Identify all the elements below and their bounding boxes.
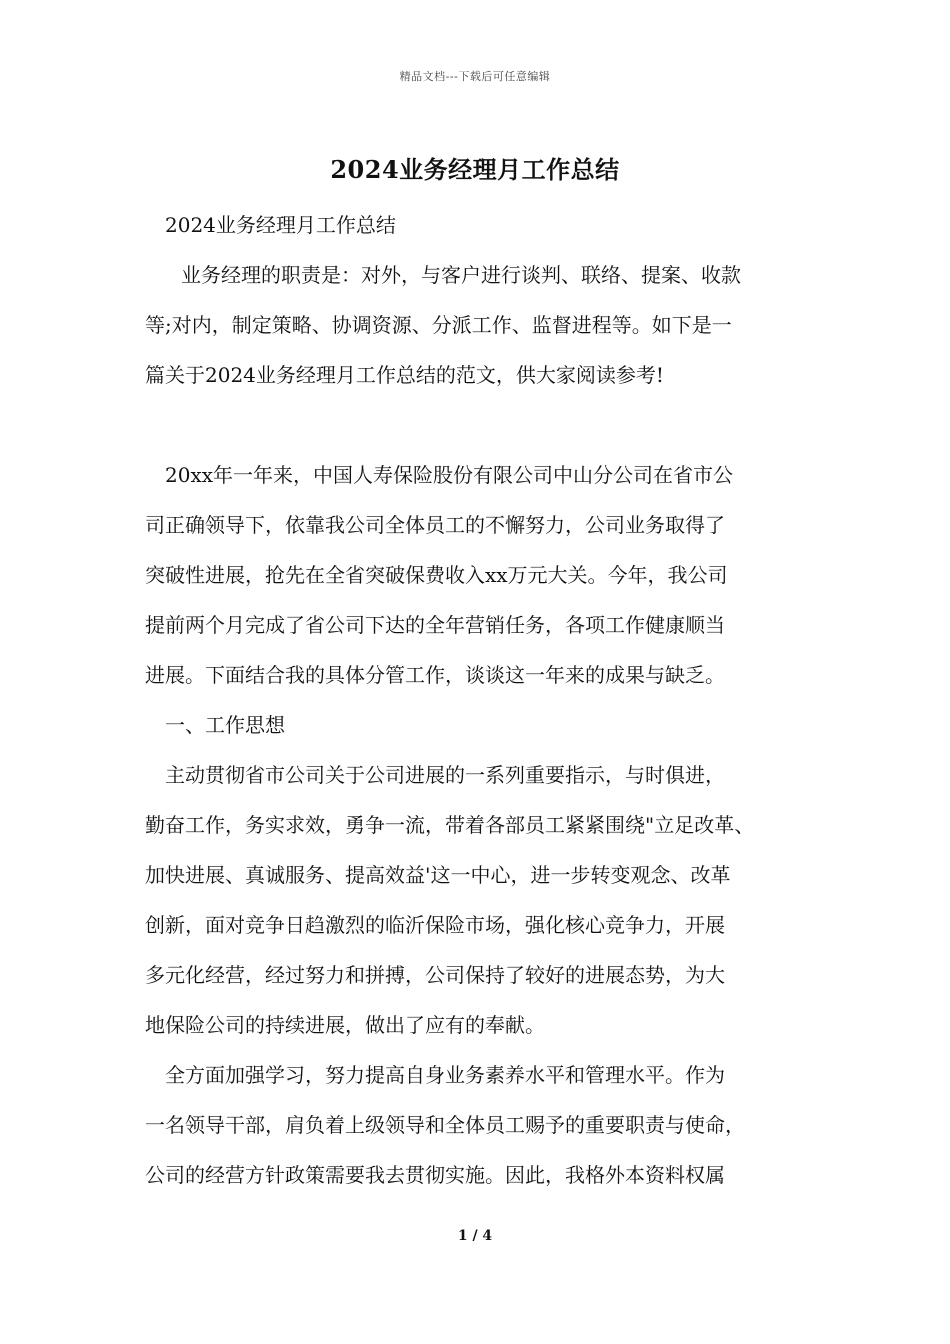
page-number: 1 / 4 — [457, 1228, 493, 1244]
text-line: 全方面加强学习，努力提高自身业务素养水平和管理水平。作为 — [165, 1063, 725, 1087]
text-line: 地保险公司的持续进展，做出了应有的奉献。 — [145, 1013, 545, 1037]
text-line: 一名领导干部，肩负着上级领导和全体员工赐予的重要职责与使命， — [145, 1113, 745, 1137]
section-heading — [145, 700, 805, 750]
text-line: 一、工作思想 — [165, 713, 285, 737]
body-paragraph — [145, 1050, 805, 1200]
text-line: 公司的经营方针政策需要我去贯彻实施。因此，我格外本资料权属 — [145, 1163, 725, 1187]
paragraph-gap — [145, 400, 805, 450]
text-line: 突破性进展，抢先在全省突破保费收入xx万元大关。今年，我公司 — [145, 563, 728, 587]
text-line: 业务经理的职责是：对外，与客户进行谈判、联络、提案、收款 — [181, 263, 741, 287]
text-line: 多元化经营，经过努力和拼搏，公司保持了较好的进展态势，为大 — [145, 963, 725, 987]
body-paragraph — [145, 450, 805, 700]
text-line: 司正确领导下，依靠我公司全体员工的不懈努力，公司业务取得了 — [145, 513, 725, 537]
document-title: 2024业务经理月工作总结 — [330, 155, 620, 184]
text-line: 2024业务经理月工作总结 — [165, 213, 396, 237]
subtitle-paragraph — [145, 200, 805, 250]
body-paragraph — [145, 750, 805, 1050]
text-line: 等;对内，制定策略、协调资源、分派工作、监督进程等。如下是一 — [145, 313, 732, 337]
text-line: 进展。下面结合我的具体分管工作，谈谈这一年来的成果与缺乏。 — [145, 663, 725, 687]
page-header: 精品文档---下载后可任意编辑 — [399, 70, 551, 83]
document-body — [145, 200, 805, 1200]
text-line: 创新，面对竞争日趋激烈的临沂保险市场，强化核心竞争力，开展 — [145, 913, 725, 937]
text-line: 提前两个月完成了省公司下达的全年营销任务，各项工作健康顺当 — [145, 613, 725, 637]
text-line: 勤奋工作，务实求效，勇争一流，带着各部员工紧紧围绕"立足改革、 — [145, 813, 755, 837]
text-line: 加快进展、真诚服务、提高效益'这一中心，进一步转变观念、改革 — [145, 863, 731, 887]
intro-paragraph — [145, 250, 805, 400]
text-line: 主动贯彻省市公司关于公司进展的一系列重要指示，与时俱进， — [165, 763, 725, 787]
text-line: 20xx年一年来，中国人寿保险股份有限公司中山分公司在省市公 — [165, 463, 734, 487]
text-line: 篇关于2024业务经理月工作总结的范文，供大家阅读参考! — [145, 363, 664, 387]
